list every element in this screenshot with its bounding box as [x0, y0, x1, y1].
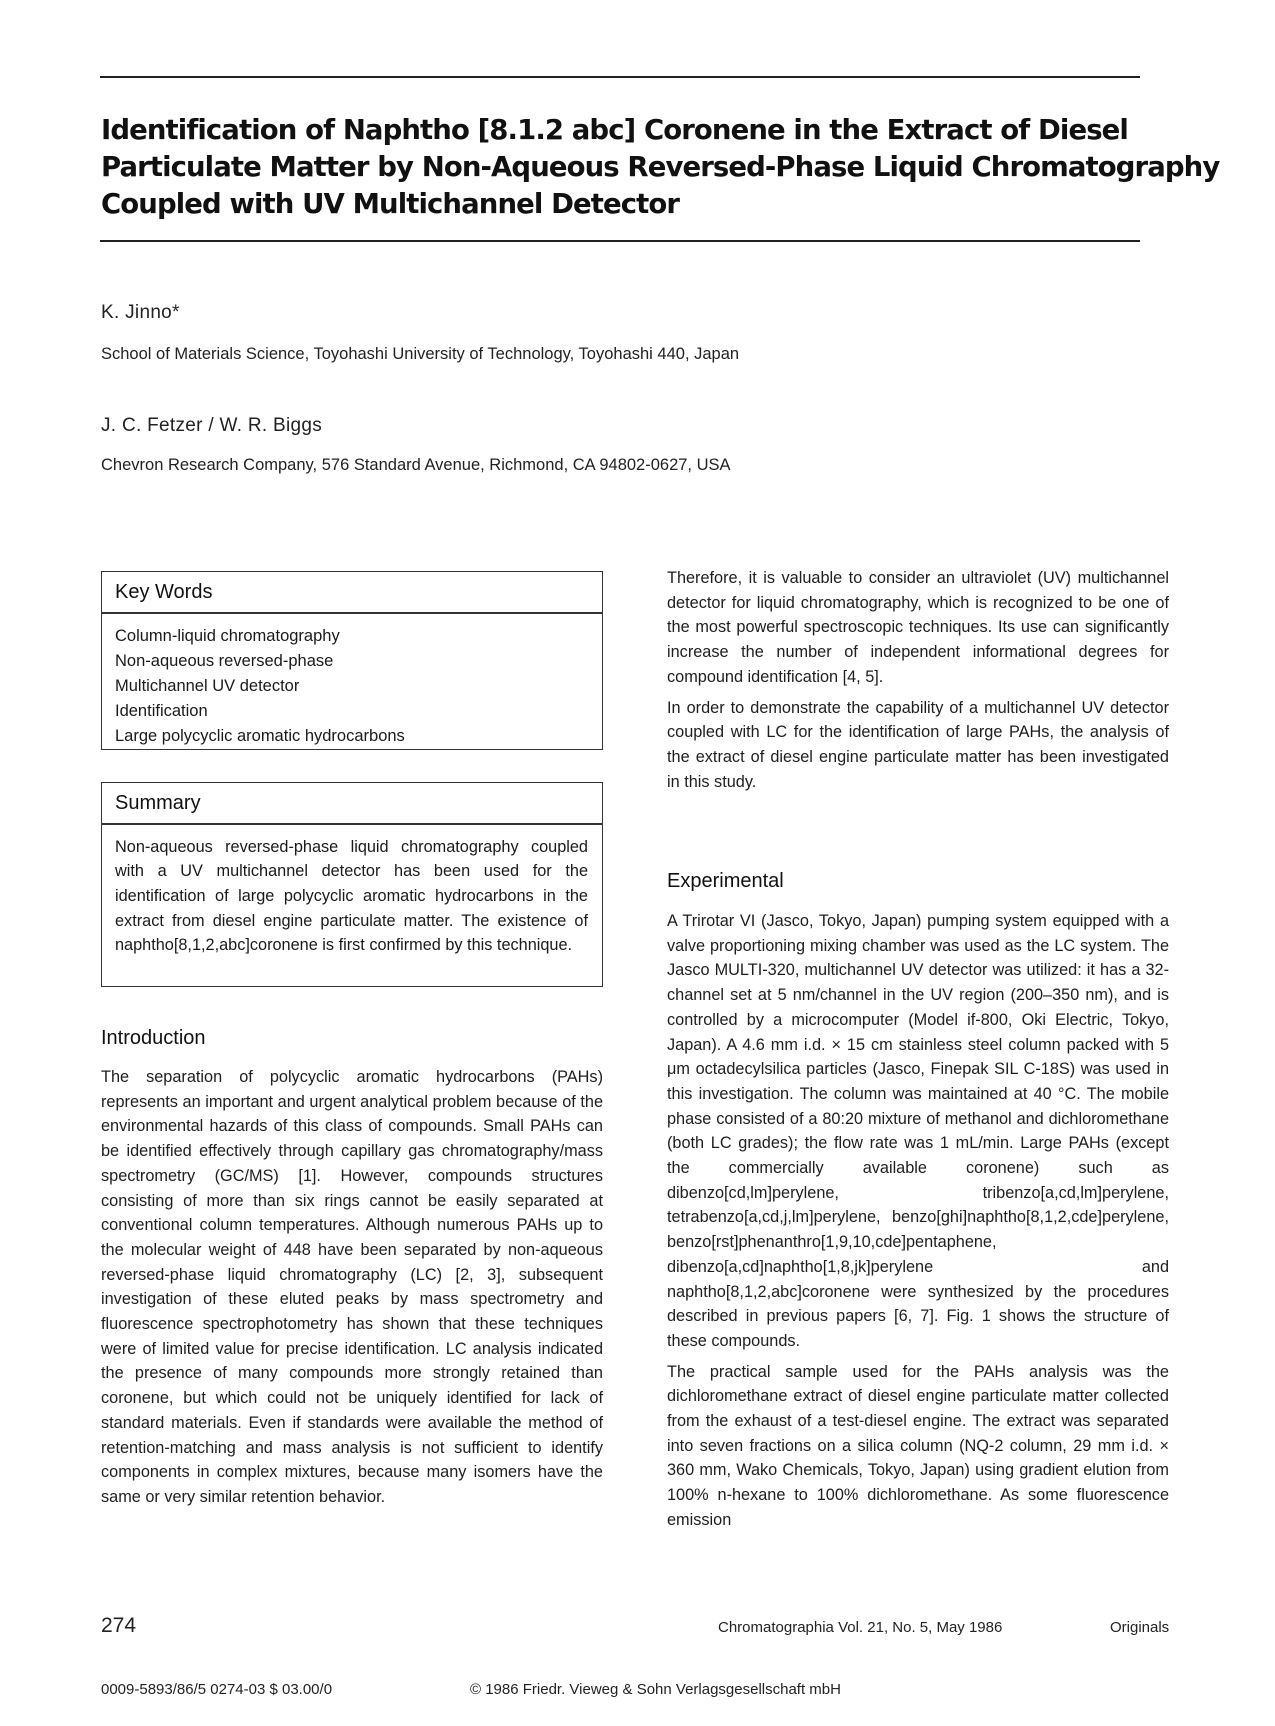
right-intro-body: [667, 566, 1169, 794]
right-intro-paragraph-1: Therefore, it is valuable to consider an ultraviolet (UV) multichannel detector for liquid chromatography, which is recognized to be one of the most powerful spectroscopic techniques. Its use can significantly increase the number of independent informational degrees for compound identification [4, 5].: [667, 569, 1169, 686]
experimental-body: [667, 909, 1169, 1533]
keywords-box: [101, 571, 603, 750]
keywords-list: [115, 624, 588, 749]
summary-text: Non-aqueous reversed-phase liquid chromatography coupled with a UV multichannel detector has been used for the identification of large polycyclic aromatic hydrocarbons in the extract from diesel engine particulate matter. The existence of naphtho[8,1,2,abc]coronene is first confirmed by this technique.: [115, 837, 588, 955]
keyword-item: Multichannel UV detector: [115, 676, 300, 695]
title-line-2: Particulate Matter by Non-Aqueous Reversed-Phase Liquid Chromatography: [101, 151, 1220, 183]
right-intro-paragraph-2: In order to demonstrate the capability of a multichannel UV detector coupled with LC for the identification of large PAHs, the analysis of the extract of diesel engine particulate matter has been investigated in this study.: [667, 698, 1169, 791]
paper-title: [101, 112, 1220, 223]
summary-divider: [102, 823, 602, 825]
section-label: Originals: [1110, 1619, 1170, 1636]
keyword-item: Identification: [115, 701, 208, 720]
copyright-line: © 1986 Friedr. Vieweg & Sohn Verlagsgesellschaft mbH: [470, 1681, 841, 1698]
affiliation-1: School of Materials Science, Toyohashi University of Technology, Toyohashi 440, Japan: [101, 345, 740, 363]
title-line-1: Identification of Naphtho [8.1.2 abc] Coronene in the Extract of Diesel: [101, 114, 1128, 146]
title-bottom-rule: [100, 240, 1140, 242]
keywords-divider: [102, 612, 602, 614]
summary-box: [101, 782, 603, 987]
author-2: J. C. Fetzer / W. R. Biggs: [101, 415, 323, 436]
keywords-heading: Key Words: [115, 581, 213, 603]
summary-heading: Summary: [115, 792, 201, 814]
affiliation-2: Chevron Research Company, 576 Standard Avenue, Richmond, CA 94802-0627, USA: [101, 456, 731, 474]
keyword-item: Column-liquid chromatography: [115, 626, 340, 645]
experimental-paragraph-1: A Trirotar VI (Jasco, Tokyo, Japan) pumping system equipped with a valve proportioning mixing chamber was used as the LC system. The Jasco MULTI-320, multichannel UV detector was utilized: it has a 32-channel set at 5 nm/channel in the UV region (200–350 nm), and is controlled by a microcomputer (Model if-800, Oki Electric, Tokyo, Japan). A 4.6 mm i.d. × 15 cm stainless steel column packed with 5 μm octadecylsilica particles (Jasco, Finepak SIL C-18S) was used in this investigation. The column was maintained at 40 °C. The mobile phase consisted of a 80:20 mixture of methanol and dichloromethane (both LC grades); the flow rate was 1 mL/min. Large PAHs (except the commercially available coronene) such as dibenzo[cd,lm]perylene, tribenzo[a,cd,lm]perylene, tetrabenzo[a,cd,j,lm]perylene, benzo[ghi]naphtho[8,1,2,cde]perylene, benzo[rst]phenanthro[1,9,10,cde]pentaphene, dibenzo[a,cd]naphtho[1,8,jk]perylene and naphtho[8,1,2,abc]coronene were synthesized by the procedures described in previous papers [6, 7]. Fig. 1 shows the structure of these compounds.: [667, 912, 1169, 1350]
author-1: K. Jinno*: [101, 302, 180, 323]
introduction-body: [101, 1065, 603, 1510]
keyword-item: Large polycyclic aromatic hydrocarbons: [115, 726, 405, 745]
experimental-heading: Experimental: [667, 870, 784, 892]
article-code: 0009-5893/86/5 0274-03 $ 03.00/0: [101, 1681, 333, 1698]
page-number: 274: [101, 1614, 137, 1637]
introduction-heading: Introduction: [101, 1027, 206, 1049]
experimental-paragraph-2: The practical sample used for the PAHs analysis was the dichloromethane extract of diesel engine particulate matter collected from the exhaust of a test-diesel engine. The extract was separated into seven fractions on a silica column (NQ-2 column, 29 mm i.d. × 360 mm, Wako Chemicals, Tokyo, Japan) using gradient elution from 100% n-hexane to 100% dichloromethane. As some fluorescence emission: [667, 1362, 1169, 1529]
keyword-item: Non-aqueous reversed-phase: [115, 651, 334, 670]
introduction-paragraph: The separation of polycyclic aromatic hydrocarbons (PAHs) represents an important and urgent analytical problem because of the environmental hazards of this class of compounds. Small PAHs can be identified effectively through capillary gas chromatography/mass spectrometry (GC/MS) [1]. However, compounds structures consisting of more than six rings cannot be easily separated at conventional column temperatures. Although numerous PAHs up to the molecular weight of 448 have been separated by non-aqueous reversed-phase liquid chromatography (LC) [2, 3], subsequent investigation of these eluted peaks by mass spectrometry and fluorescence spectrophotometry has shown that these techniques were of limited value for precise identification. LC analysis indicated the presence of many compounds more strongly retained than coronene, but which could not be uniquely identified for lack of standard materials. Even if standards were available the method of retention-matching and mass analysis is not sufficient to identify components in complex mixtures, because many isomers have the same or very similar retention behavior.: [101, 1068, 603, 1506]
journal-citation: Chromatographia Vol. 21, No. 5, May 1986: [718, 1619, 1003, 1636]
top-rule: [100, 76, 1140, 78]
title-line-3: Coupled with UV Multichannel Detector: [101, 188, 680, 220]
